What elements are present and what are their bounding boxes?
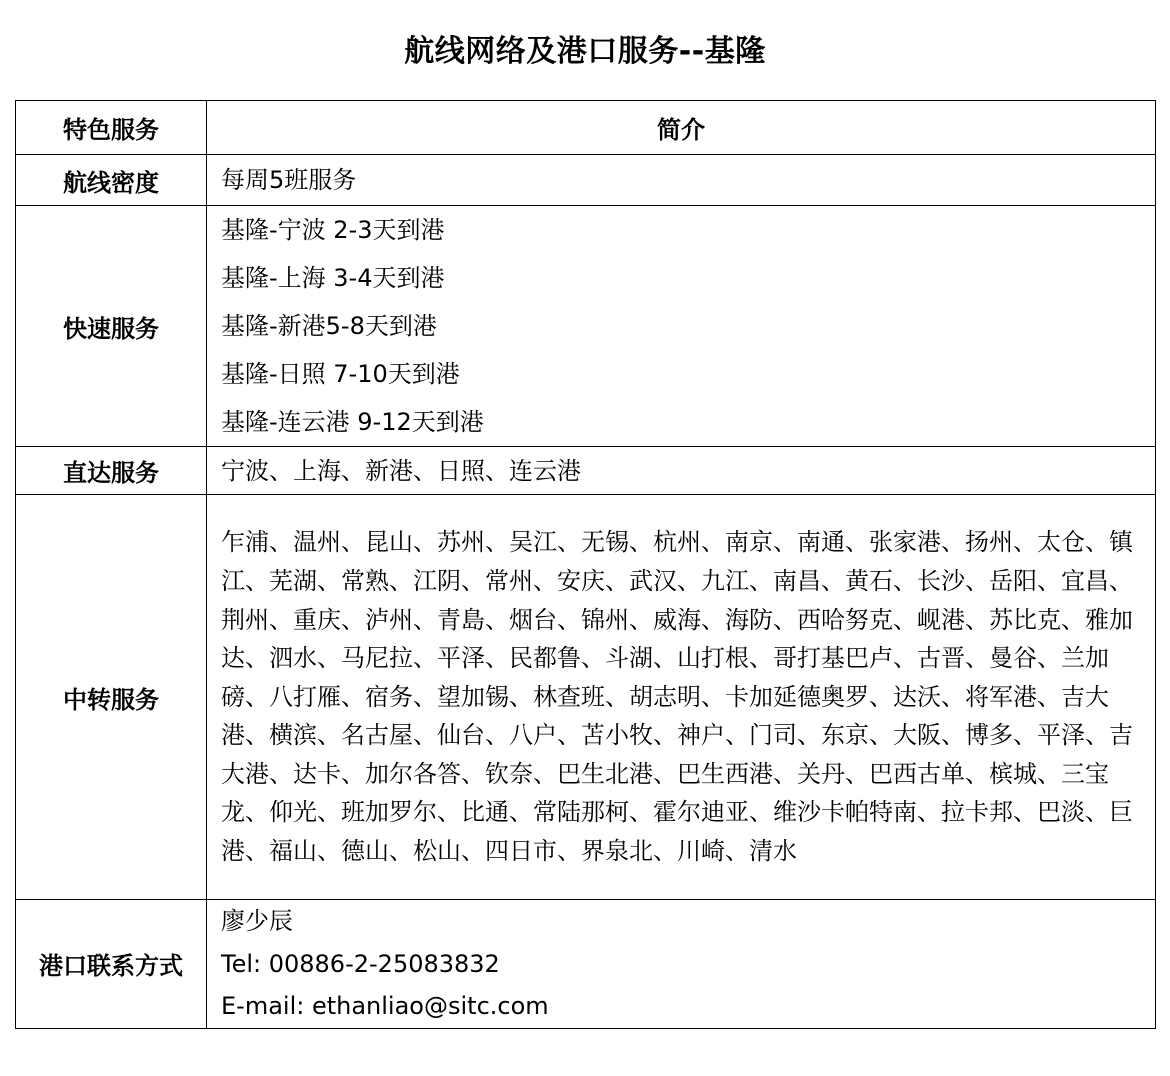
page-title: 航线网络及港口服务--基隆 — [404, 34, 766, 69]
express-line: 基隆-新港5-8天到港 — [221, 312, 437, 340]
direct-text: 宁波、上海、新港、日照、连云港 — [221, 456, 581, 485]
contact-label: 港口联系方式 — [16, 900, 207, 1029]
transfer-text: 乍浦、温州、昆山、苏州、吴江、无锡、杭州、南京、南通、张家港、扬州、太仓、镇江、芜湖、常熟、江阴、常州、安庆、武汉、九江、南昌、黄石、长沙、岳阳、宜昌、荆州、重庆、泸州、青島、烟台、锦州、威海、海防、西哈努克、岘港、苏比克、雅加达、泗水、马尼拉、平泽、民都鲁、斗湖、山打根、哥打基巴卢、古晋、曼谷、兰加磅、八打雁、宿务、望加锡、林查班、胡志明、卡加延德奥罗、达沃、将军港、吉大港、横滨、名古屋、仙台、八户、苫小牧、神户、门司、东京、大阪、博多、平泽、吉大港、达卡、加尔各答、钦奈、巴生北港、巴生西港、关丹、巴西古单、槟城、三宝龙、仰光、班加罗尔、比通、常陆那柯、霍尔迪亚、维沙卡帕特南、拉卡邦、巴淡、巨港、福山、德山、松山、四日市、界泉北、川崎、清水 — [207, 495, 1156, 900]
service-table — [15, 100, 1156, 1029]
express-line: 基隆-上海 3-4天到港 — [221, 264, 445, 292]
table-row-direct — [16, 447, 1156, 495]
table-row-contact — [16, 900, 1156, 1029]
express-line: 基隆-连云港 9-12天到港 — [221, 408, 484, 436]
table-row-express — [16, 206, 1156, 447]
express-line: 基隆-日照 7-10天到港 — [221, 360, 460, 388]
express-line: 基隆-宁波 2-3天到港 — [221, 216, 445, 244]
header-feature: 特色服务 — [16, 101, 207, 155]
direct-label: 直达服务 — [16, 447, 207, 495]
express-cell — [207, 206, 1156, 447]
express-label: 快速服务 — [16, 206, 207, 447]
table-row-density — [16, 155, 1156, 206]
density-label: 航线密度 — [16, 155, 207, 206]
contact-phone: Tel: 00886-2-25083832 — [221, 949, 500, 978]
table-header-row — [16, 101, 1156, 155]
density-cell — [207, 155, 1156, 206]
contact-email: E-mail: ethanliao@sitc.com — [221, 992, 549, 1020]
density-text: 每周5班服务 — [221, 166, 357, 194]
direct-cell — [207, 447, 1156, 495]
contact-cell — [207, 900, 1156, 1029]
transfer-label: 中转服务 — [16, 495, 207, 900]
contact-name: 廖少辰 — [221, 907, 293, 935]
header-intro: 简介 — [207, 101, 1156, 155]
table-row-transfer — [16, 495, 1156, 900]
